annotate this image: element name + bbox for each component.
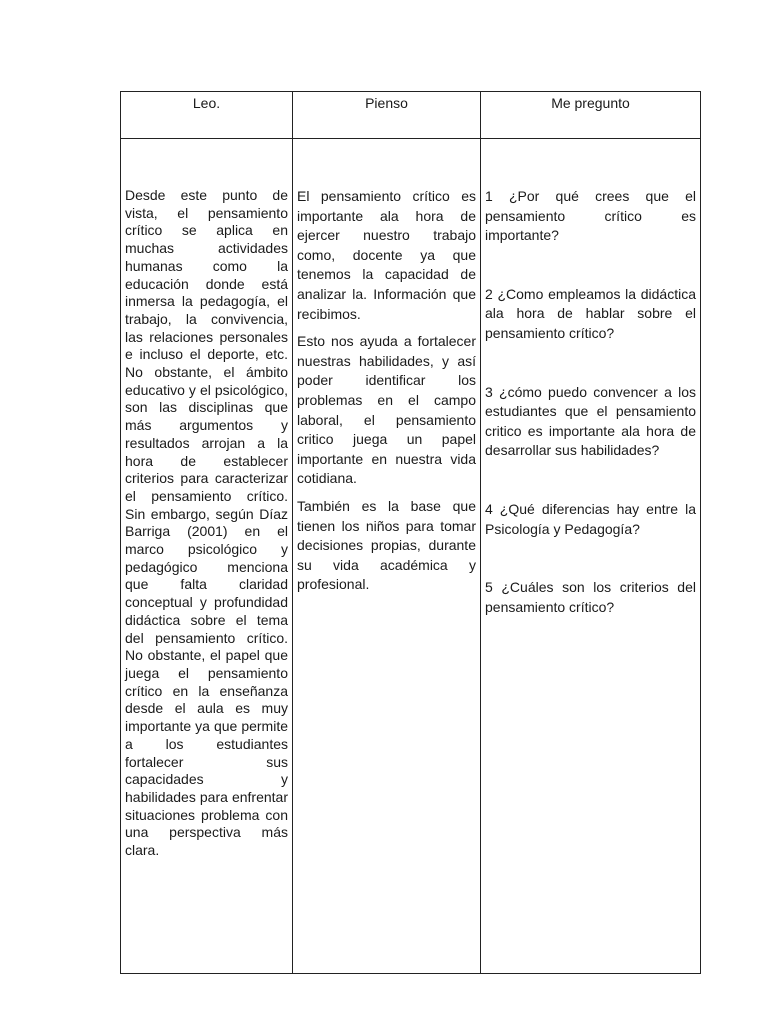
- question-2: 2 ¿Como empleamos la didáctica ala hora de hablar sobre el pensamiento crítico?: [485, 285, 696, 341]
- me-pregunto-cell: [481, 139, 701, 974]
- body-row: [121, 139, 701, 974]
- pienso-paragraph-2: Esto nos ayuda a fortalecer nuestras habilidades, y así poder identificar los problemas en el campo laboral, el pensamiento critico juega un papel importante en nuestra vida cotidiana.: [297, 333, 476, 487]
- question-3: 3 ¿cómo puedo convencer a los estudiantes que el pensamiento critico es importante ala hora de desarrollar sus habilidades?: [485, 383, 696, 459]
- pienso-cell: [293, 139, 481, 974]
- pienso-paragraph-3: También es la base que tienen los niños para tomar decisiones propias, durante su vida académica y profesional.: [297, 497, 476, 593]
- leo-cell: [121, 139, 293, 974]
- pienso-paragraph-1: El pensamiento crítico es importante ala hora de ejercer nuestro trabajo como, docente ya que tenemos la capacidad de analizar la. Información que recibimos.: [297, 188, 476, 322]
- header-leo: Leo.: [121, 92, 293, 139]
- question-4: 4 ¿Qué diferencias hay entre la Psicología y Pedagogía?: [485, 500, 696, 537]
- question-5: 5 ¿Cuáles son los criterios del pensamiento crítico?: [485, 579, 696, 615]
- question-1: 1 ¿Por qué crees que el pensamiento crítico es importante?: [485, 188, 696, 244]
- leo-text: Desde este punto de vista, el pensamiento crítico se aplica en muchas actividades humanas como la educación donde está inmersa la pedagogía, el trabajo, la convivencia, las relaciones personales e incluso el deporte, etc. No obstante, el ámbito educativo y el psicológico, son las disciplinas que más argumentos y resultados arrojan a la hora de establecer criterios para caracterizar el pensamiento crítico. Sin embargo, según Díaz Barriga (2001) en el marco psicológico y pedagógico menciona que falta claridad conceptual y profundidad didáctica sobre el tema del pensamiento crítico. No obstante, el papel que juega el pensamiento crítico en la enseñanza desde el aula es muy importante ya que permite a los estudiantes fortalecer sus capacidades y habilidades para enfrentar situaciones problema con una perspectiva más clara.: [125, 187, 288, 859]
- reading-table: [120, 91, 701, 974]
- header-pienso: Pienso: [293, 92, 481, 139]
- header-row: [121, 92, 701, 139]
- header-me-pregunto: Me pregunto: [481, 92, 701, 139]
